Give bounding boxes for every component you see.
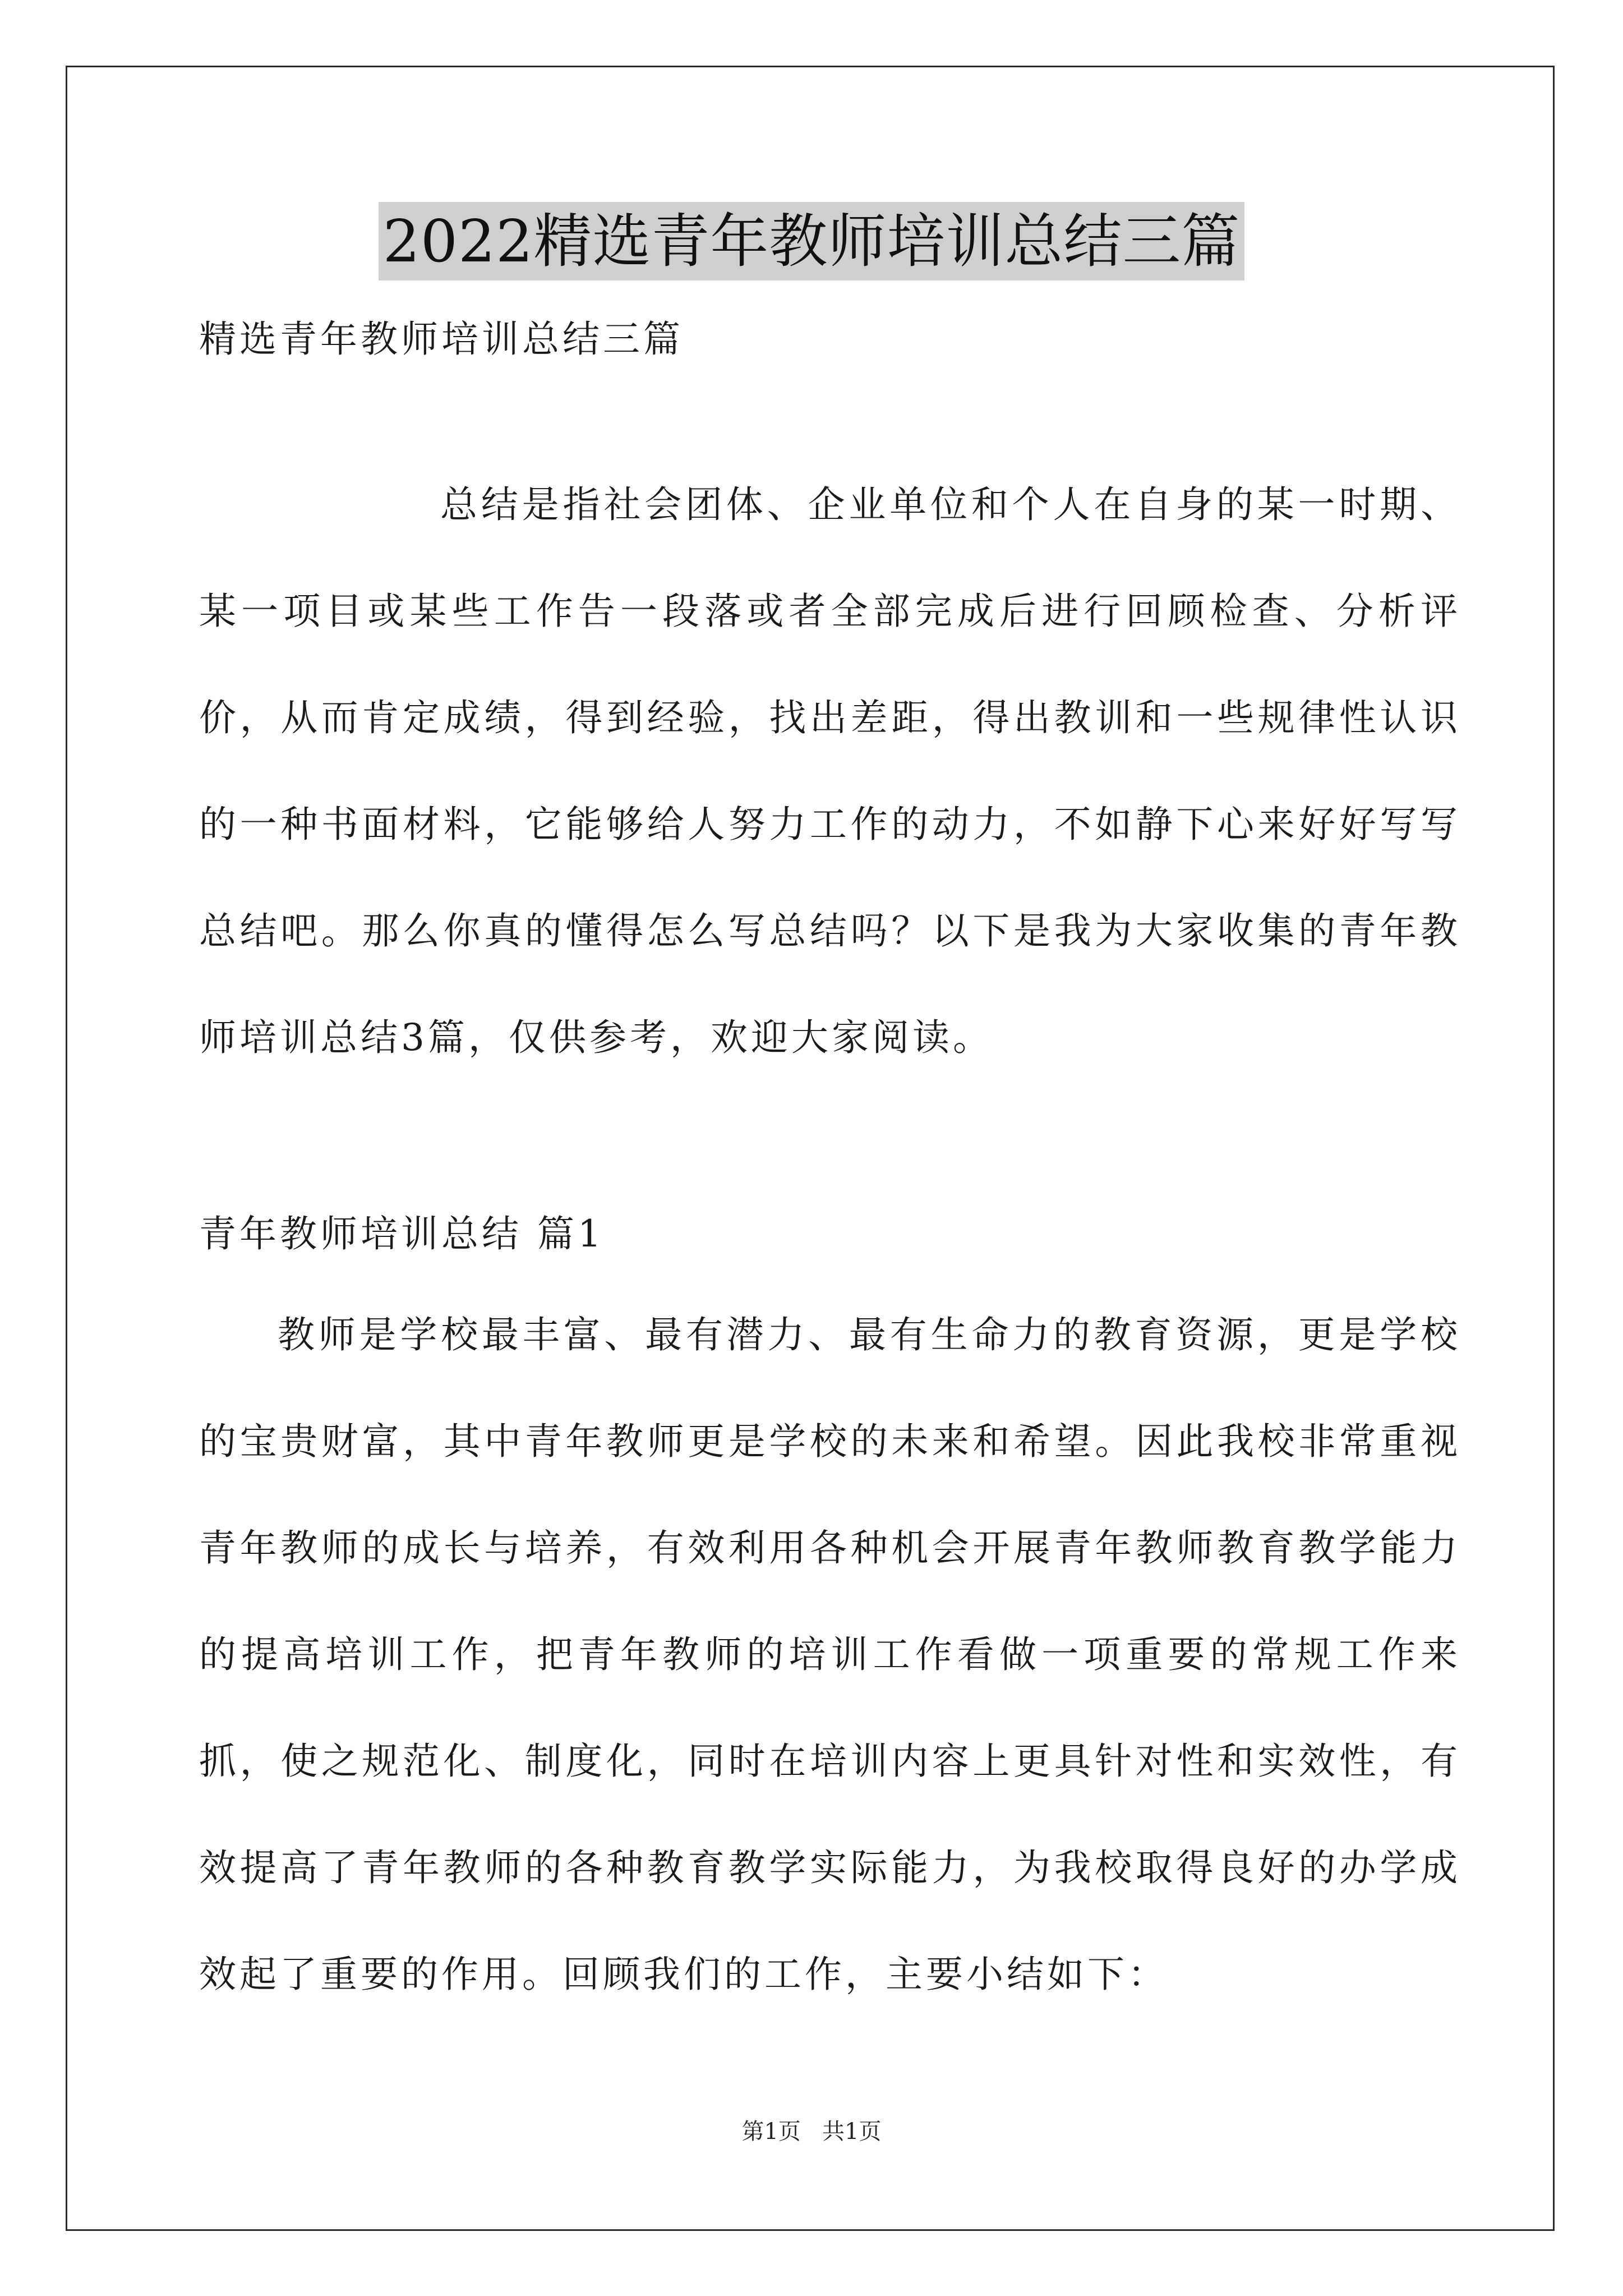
section-heading-1: 青年教师培训总结 篇1	[199, 1212, 605, 1255]
document-subtitle: 精选青年教师培训总结三篇	[199, 318, 684, 361]
document-title: 2022精选青年教师培训总结三篇	[379, 202, 1245, 280]
page-footer: 第1页 共1页	[741, 2119, 882, 2145]
intro-paragraph: 总结是指社会团体、企业单位和个人在自身的某一时期、某一项目或某些工作告一段落或者全部完成后进行回顾检查、分析评价，从而肯定成绩，得到经验，找出差距，得出教训和一些规律性认识的一种书面材料，它能够给人努力工作的动力，不如静下心来好好写写总结吧。那么你真的懂得怎么写总结吗？以下是我为大家收集的青年教师培训总结3篇，仅供参考，欢迎大家阅读。	[199, 483, 1461, 1059]
section-1-paragraph: 教师是学校最丰富、最有潜力、最有生命力的教育资源，更是学校的宝贵财富，其中青年教师更是学校的未来和希望。因此我校非常重视青年教师的成长与培养，有效利用各种机会开展青年教师教育教学能力的提高培训工作，把青年教师的培训工作看做一项重要的常规工作来抓，使之规范化、制度化，同时在培训内容上更具针对性和实效性，有效提高了青年教师的各种教育教学实际能力，为我校取得良好的办学成效起了重要的作用。回顾我们的工作，主要小结如下：	[199, 1313, 1461, 1996]
title-container	[0, 202, 1623, 280]
